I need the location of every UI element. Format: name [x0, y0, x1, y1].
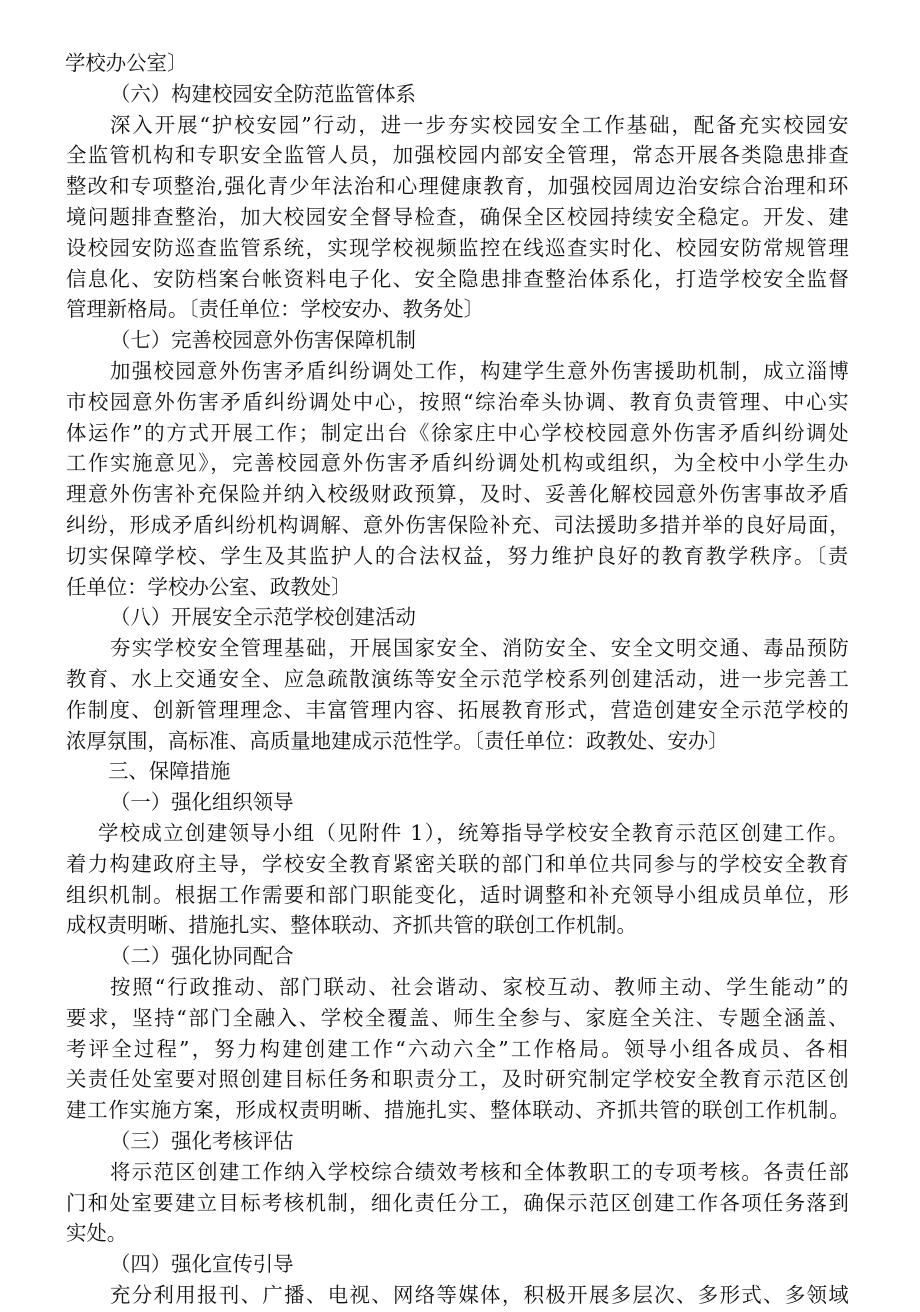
- text-line: （六）构建校园安全防范监管体系: [110, 81, 416, 106]
- text-line: 切实保障学校、学生及其监护人的合法权益，努力维护良好的教育教学秩序。〔责: [66, 543, 850, 568]
- text-line: （四）强化宣传引导: [110, 1252, 294, 1277]
- text-line: （七）完善校园意外伤害保障机制: [110, 328, 416, 353]
- text-line: 教育、水上交通安全、应急疏散演练等安全示范学校系列创建活动，进一步完善工: [66, 667, 851, 691]
- text-line: 将示范区创建工作纳入学校综合绩效考核和全体教职工的专项考核。各责任部: [110, 1159, 851, 1184]
- text-line: 充分利用报刊、广播、电视、网络等媒体，积极开展多层次、多形式、多领域: [110, 1283, 851, 1307]
- text-line: 学校成立创建领导小组（见附件 1），统筹指导学校安全教育示范区创建工作。: [98, 821, 850, 845]
- text-line: 夯实学校安全管理基础，开展国家安全、消防安全、安全文明交通、毒品预防: [110, 636, 851, 661]
- text-line: （三）强化考核评估: [110, 1129, 294, 1153]
- text-line: 信息化、安防档案台帐资料电子化、安全隐患排查整治体系化，打造学校安全监督: [66, 266, 851, 291]
- text-line: 任单位：学校办公室、政教处〕: [66, 574, 352, 599]
- text-line: 建工作实施方案，形成权责明晰、措施扎实、整体联动、齐抓共管的联创工作机制。: [66, 1098, 851, 1123]
- text-line: （八）开展安全示范学校创建活动: [110, 605, 416, 630]
- text-line: 三、保障措施: [108, 759, 231, 784]
- text-line: 工作实施意见》，完善校园意外伤害矛盾纠纷调处机构或组织，为全校中小学生办: [66, 451, 850, 476]
- text-line: （二）强化协同配合: [110, 944, 294, 969]
- text-line: 组织机制。根据工作需要和部门职能变化，适时调整和补充领导小组成员单位，形: [66, 882, 851, 907]
- text-line: 全监管机构和专职安全监管人员，加强校园内部安全管理，常态开展各类隐患排查: [66, 143, 851, 168]
- text-line: 管理新格局。〔责任单位：学校安办、教务处〕: [66, 297, 485, 322]
- text-line: 实处。: [66, 1221, 128, 1246]
- text-line: 设校园安防巡查监管系统，实现学校视频监控在线巡查实时化、校园安防常规管理: [66, 235, 851, 260]
- text-line: 境问题排查整治，加大校园安全督导检查，确保全区校园持续安全稳定。开发、建: [66, 205, 851, 229]
- text-line: （一）强化组织领导: [110, 790, 294, 815]
- text-line: 关责任处室要对照创建目标任务和职责分工，及时研究制定学校安全教育示范区创: [66, 1067, 851, 1092]
- text-line: 市校园意外伤害矛盾纠纷调处中心，按照“综治牵头协调、教育负责管理、中心实: [66, 389, 851, 414]
- text-line: 纠纷，形成矛盾纠纷机构调解、意外伤害保险补充、司法援助多措并举的良好局面，: [66, 513, 851, 537]
- text-line: 加强校园意外伤害矛盾纠纷调处工作，构建学生意外伤害援助机制，成立淄博: [110, 359, 851, 383]
- text-line: 理意外伤害补充保险并纳入校级财政预算，及时、妥善化解校园意外伤害事故矛盾: [66, 482, 851, 507]
- text-line: 成权责明晰、措施扎实、整体联动、齐抓共管的联创工作机制。: [66, 913, 637, 938]
- text-line: 浓厚氛围，高标准、高质量地建成示范性学。〔责任单位：政教处、安办〕: [66, 728, 729, 753]
- text-line: 门和处室要建立目标考核机制，细化责任分工，确保示范区创建工作各项任务落到: [66, 1190, 851, 1215]
- text-line: 要求，坚持“部门全融入、学校全覆盖、师生全参与、家庭全关注、专题全涵盖、: [66, 1005, 851, 1030]
- text-line: 考评全过程”，努力构建创建工作“六动六全”工作格局。领导小组各成员、各相: [66, 1036, 851, 1061]
- text-line: 学校办公室〕: [65, 51, 188, 75]
- text-line: 深入开展“护校安园”行动，进一步夯实校园安全工作基础，配备充实校园安: [110, 112, 851, 137]
- text-line: 按照“行政推动、部门联动、社会谐动、家校互动、教师主动、学生能动”的: [110, 975, 851, 999]
- text-line: 着力构建政府主导，学校安全教育紧密关联的部门和单位共同参与的学校安全教育: [66, 851, 851, 876]
- text-line: 作制度、创新管理理念、丰富管理内容、拓展教育形式，营造创建安全示范学校的: [66, 697, 851, 722]
- text-line: 整改和专项整治,强化青少年法治和心理健康教育，加强校园周边治安综合治理和环: [66, 174, 850, 199]
- text-line: 体运作”的方式开展工作；制定出台《徐家庄中心学校校园意外伤害矛盾纠纷调处: [66, 420, 851, 445]
